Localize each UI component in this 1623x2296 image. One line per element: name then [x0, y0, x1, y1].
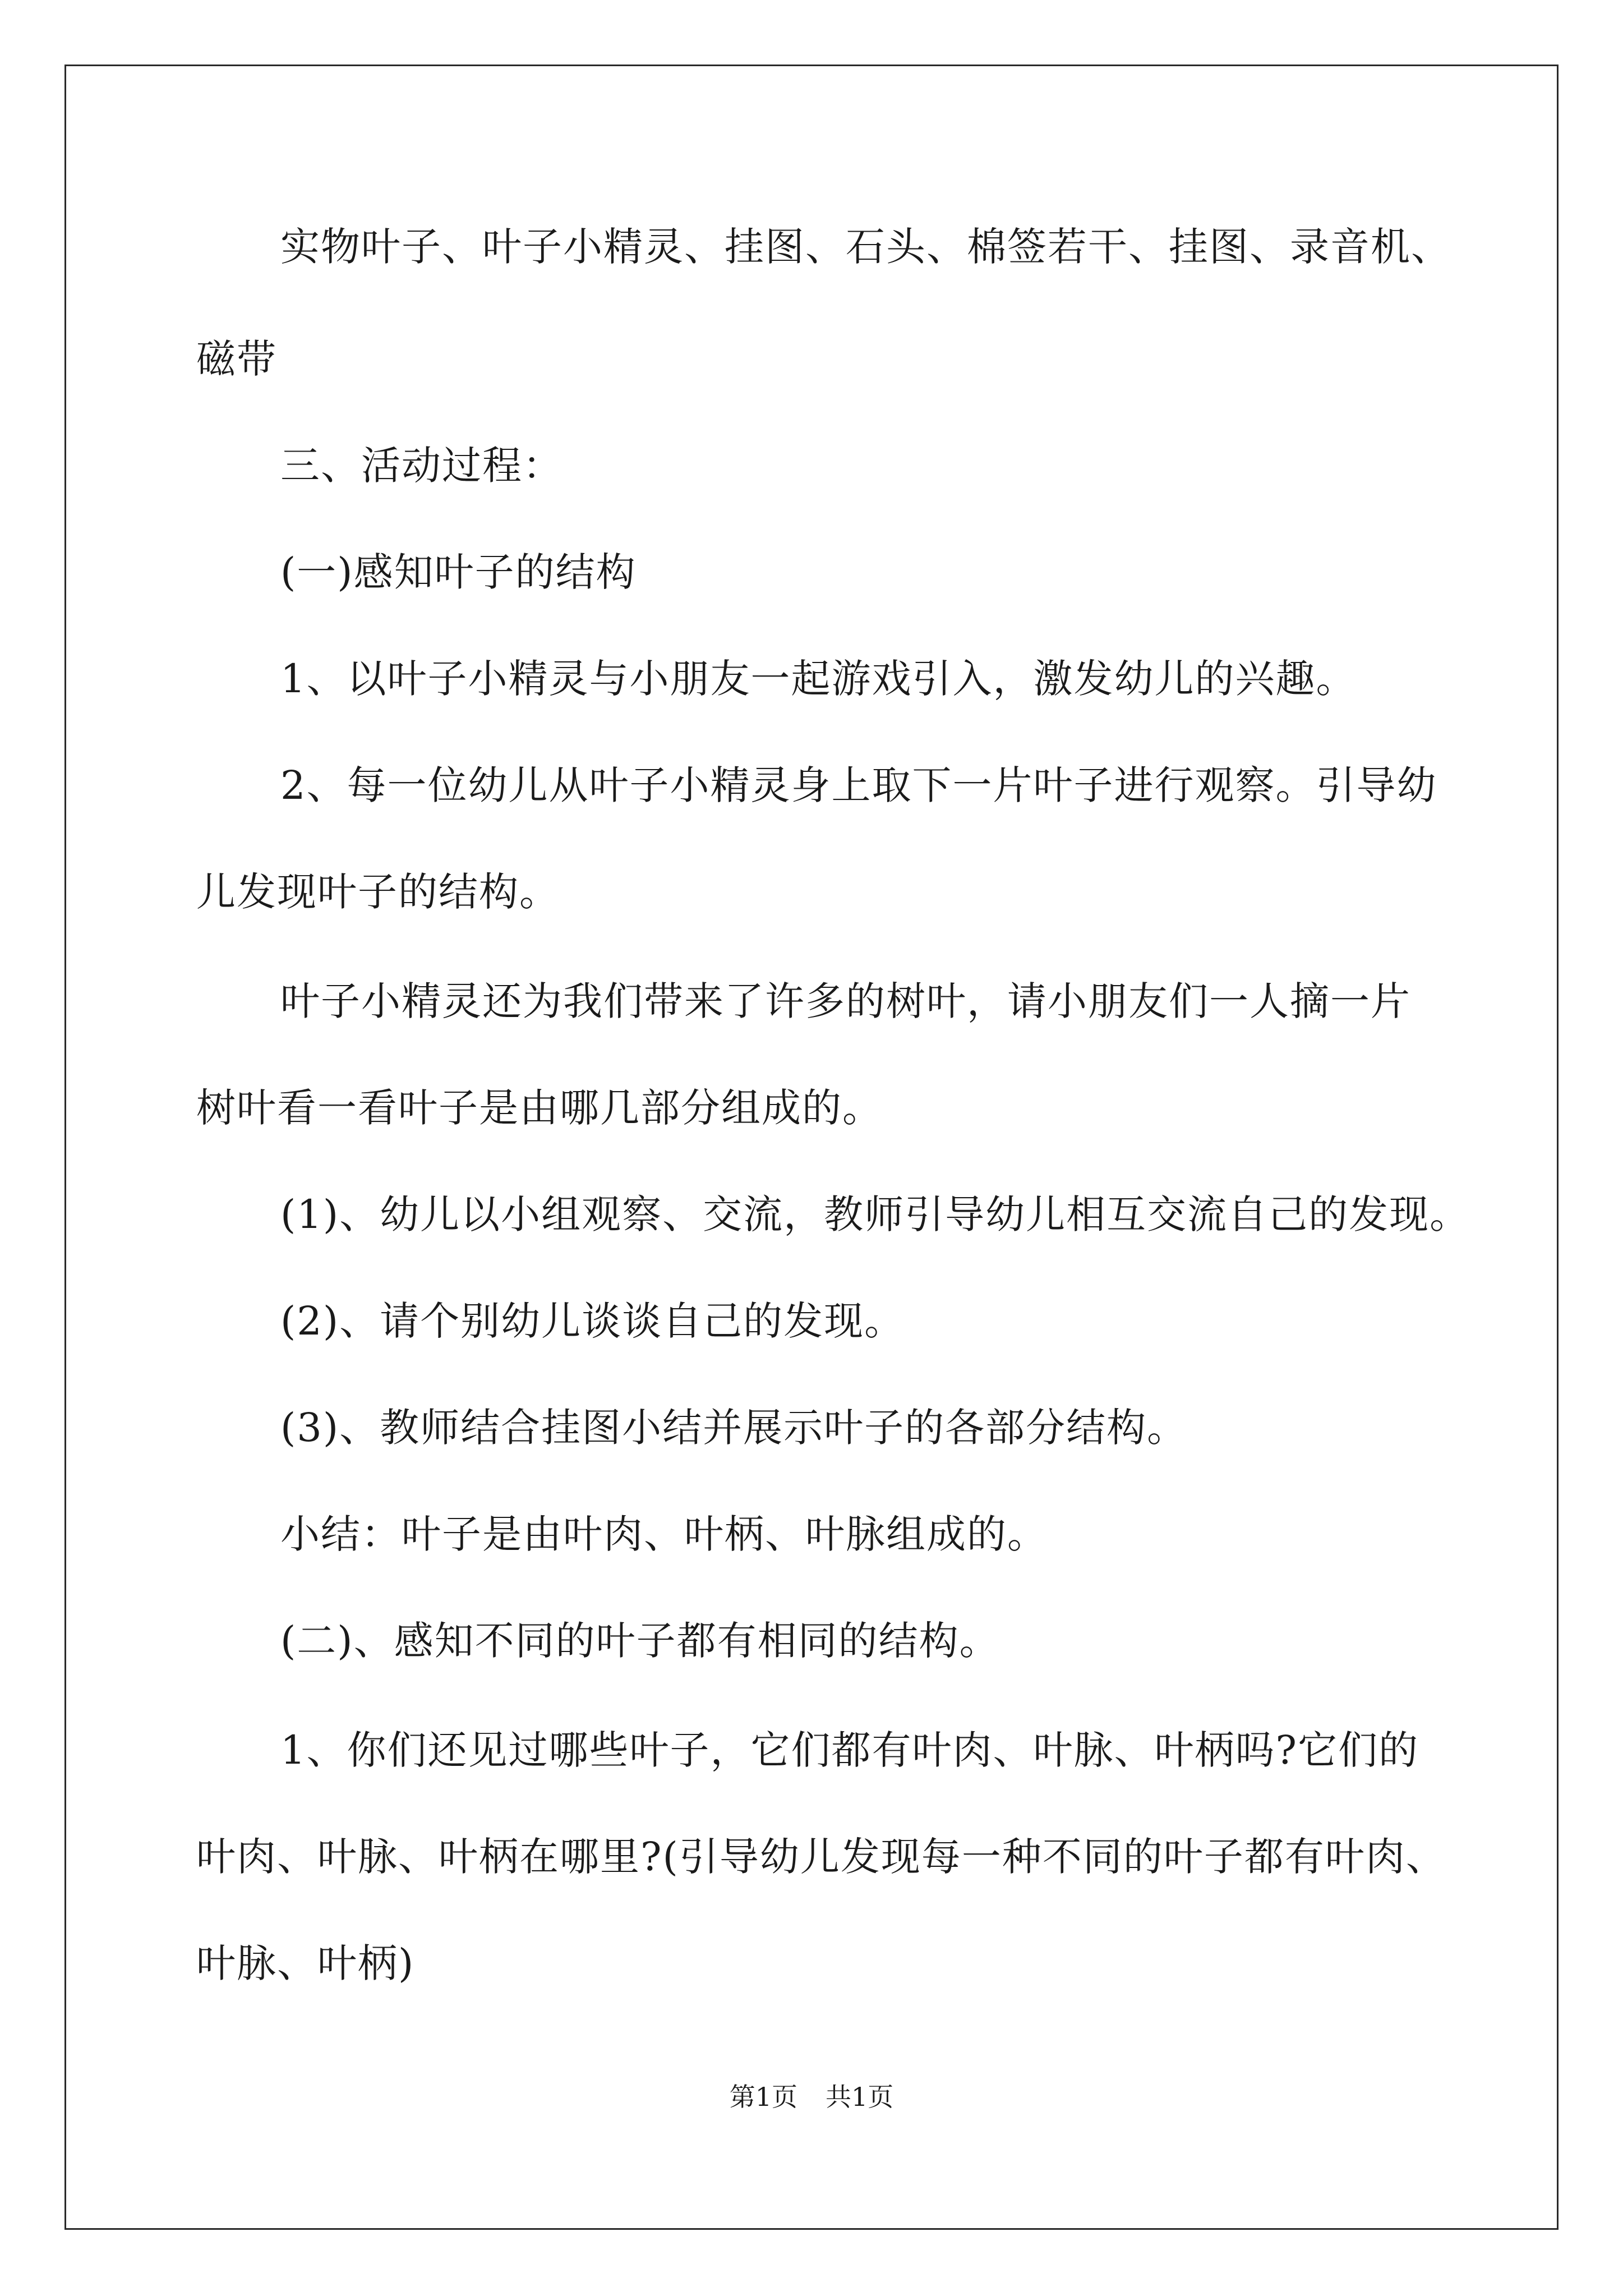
text-line: (二)、感知不同的叶子都有相同的结构。 [280, 1618, 1000, 1664]
text-line: (2)、请个别幼儿谈谈自己的发现。 [280, 1298, 905, 1344]
page-number-total: 共1页 [826, 2082, 894, 2112]
text-line: 叶肉、叶脉、叶柄在哪里?(引导幼儿发现每一种不同的叶子都有叶肉、 [196, 1834, 1446, 1880]
text-line: (一)感知叶子的结构 [280, 549, 637, 595]
text-line: 1、以叶子小精灵与小朋友一起游戏引入，激发幼儿的兴趣。 [280, 656, 1357, 702]
text-line: 三、活动过程： [280, 443, 563, 489]
text-line: 小结：叶子是由叶肉、叶柄、叶脉组成的。 [280, 1511, 1048, 1557]
text-line: 叶脉、叶柄) [196, 1940, 415, 1986]
text-line: (1)、幼儿以小组观察、交流，教师引导幼儿相互交流自己的发现。 [280, 1191, 1470, 1237]
page-number-current: 第1页 [729, 2082, 797, 2112]
text-line: (3)、教师结合挂图小结并展示叶子的各部分结构。 [280, 1405, 1188, 1451]
text-line: 儿发现叶子的结构。 [196, 869, 560, 915]
text-line: 磁带 [196, 336, 277, 382]
text-line: 实物叶子、叶子小精灵、挂图、石头、棉签若干、挂图、录音机、 [280, 224, 1451, 270]
page-footer [0, 2081, 1623, 2113]
text-line: 树叶看一看叶子是由哪几部分组成的。 [196, 1085, 883, 1131]
page-frame [64, 65, 1559, 2230]
text-line: 叶子小精灵还为我们带来了许多的树叶，请小朋友们一人摘一片 [280, 978, 1411, 1024]
text-line: 1、你们还见过哪些叶子，它们都有叶肉、叶脉、叶柄吗?它们的 [280, 1727, 1419, 1773]
text-line: 2、每一位幼儿从叶子小精灵身上取下一片叶子进行观察。引导幼 [280, 762, 1437, 808]
